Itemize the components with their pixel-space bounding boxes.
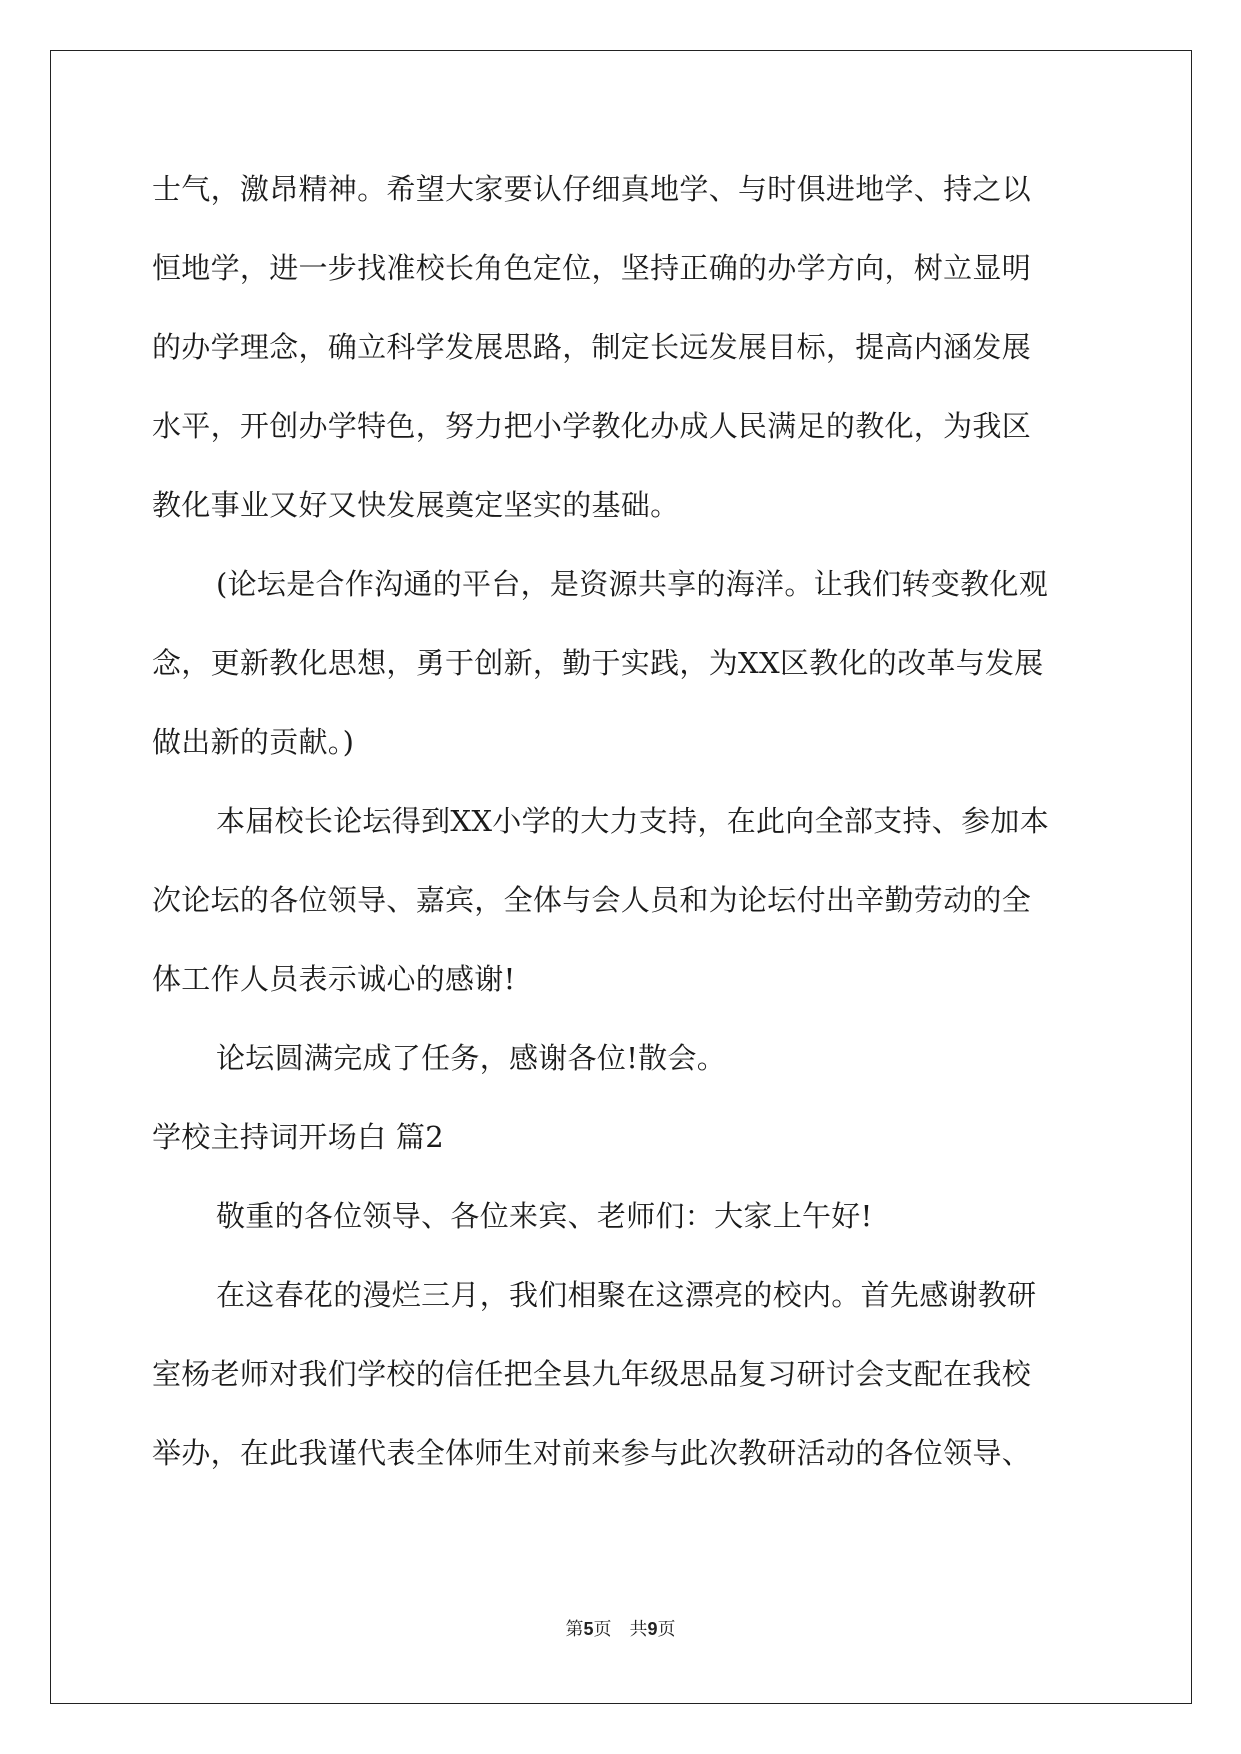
footer-middle: 页 共: [593, 1619, 648, 1640]
text-line: 举办，在此我谨代表全体师生对前来参与此次教研活动的各位领导、: [152, 1436, 1032, 1470]
text-line: 水平，开创办学特色，努力把小学教化办成人民满足的教化，为我区: [152, 409, 1032, 443]
text-line: 士气，激昂精神。希望大家要认仔细真地学、与时俱进地学、持之以: [152, 172, 1032, 206]
document-body: [152, 162, 1090, 1505]
text-line: 次论坛的各位领导、嘉宾，全体与会人员和为论坛付出辛勤劳动的全: [152, 883, 1032, 917]
text-line: 做出新的贡献。): [152, 725, 355, 759]
text-line: 的办学理念，确立科学发展思路，制定长远发展目标，提高内涵发展: [152, 330, 1032, 364]
text-line: 敬重的各位领导、各位来宾、老师们：大家上午好!: [216, 1199, 873, 1233]
section-heading: 学校主持词开场白 篇2: [152, 1120, 444, 1154]
current-page-number: 5: [583, 1619, 594, 1639]
text-line: 教化事业又好又快发展奠定坚实的基础。: [152, 488, 680, 522]
footer-suffix: 页: [657, 1619, 676, 1640]
text-line: 恒地学，进一步找准校长角色定位，坚持正确的办学方向，树立显明: [152, 251, 1032, 285]
page-footer: [0, 1615, 1241, 1641]
footer-prefix: 第: [565, 1619, 584, 1640]
text-line: 体工作人员表示诚心的感谢!: [152, 962, 516, 996]
text-line: 论坛圆满完成了任务，感谢各位!散会。: [216, 1041, 727, 1075]
text-line: 念，更新教化思想，勇于创新，勤于实践，为XX区教化的改革与发展: [152, 646, 1044, 680]
total-pages-number: 9: [647, 1619, 658, 1639]
text-line: 本届校长论坛得到XX小学的大力支持，在此向全部支持、参加本: [216, 804, 1049, 838]
text-line: 在这春花的漫烂三月，我们相聚在这漂亮的校内。首先感谢教研: [216, 1278, 1037, 1312]
text-line: 室杨老师对我们学校的信任把全县九年级思品复习研讨会支配在我校: [152, 1357, 1032, 1391]
text-line: (论坛是合作沟通的平台，是资源共享的海洋。让我们转变教化观: [216, 567, 1049, 601]
